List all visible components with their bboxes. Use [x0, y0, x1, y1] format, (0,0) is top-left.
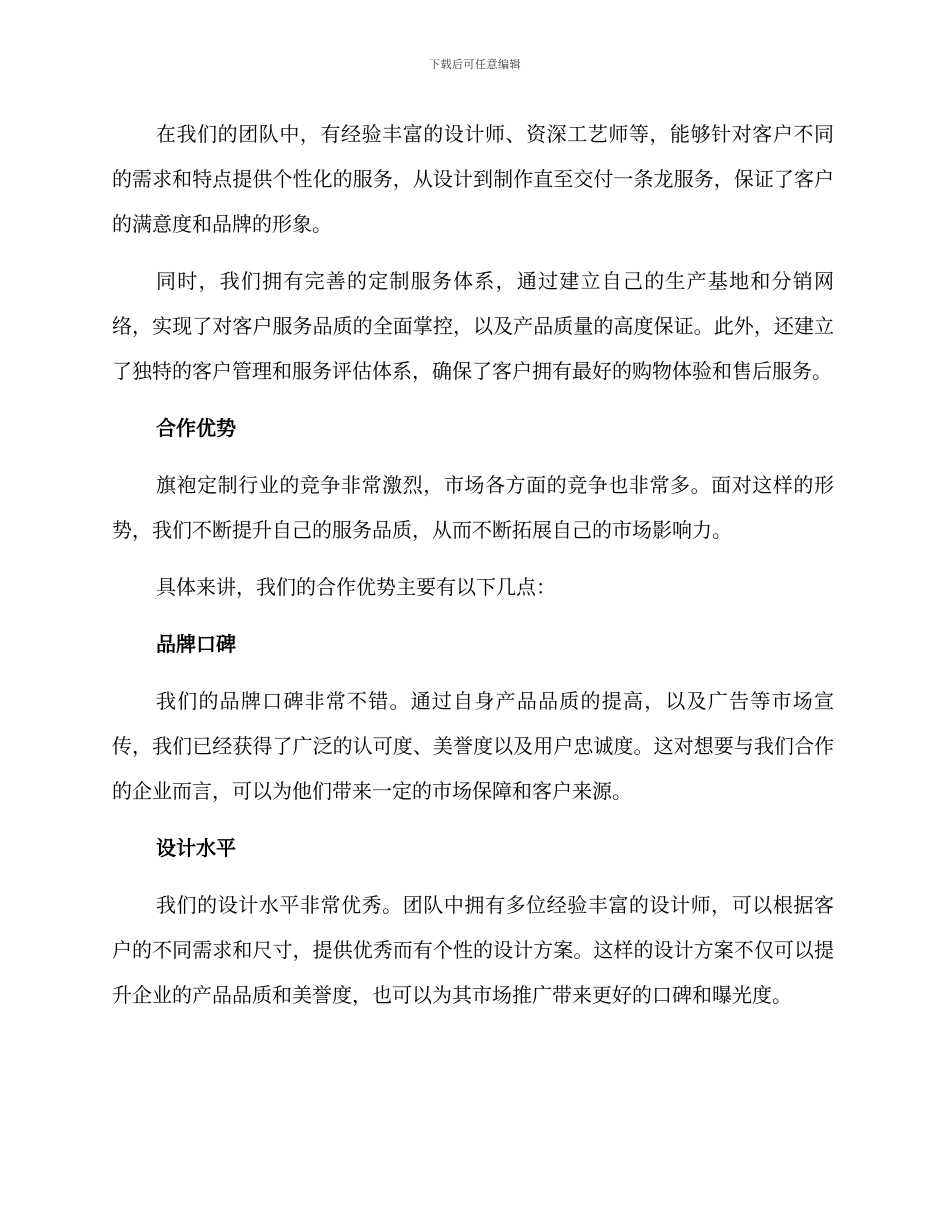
paragraph-design-level: 我们的设计水平非常优秀。团队中拥有多位经验丰富的设计师，可以根据客户的不同需求和尺寸，提供优秀而有个性的设计方案。这样的设计方案不仅可以提升企业的产品品质和美誉度，也可以为其市场推广带来更好的口碑和曝光度。: [112, 893, 834, 1007]
heading-brand-reputation: 品牌口碑: [156, 632, 236, 656]
paragraph-team: 在我们的团队中，有经验丰富的设计师、资深工艺师等，能够针对客户不同的需求和特点提供个性化的服务，从设计到制作直至交付一条龙服务，保证了客户的满意度和品牌的形象。: [112, 122, 834, 236]
heading-design-level: 设计水平: [156, 836, 236, 860]
heading-cooperation-advantages: 合作优势: [156, 416, 236, 440]
document-body: [112, 112, 834, 1030]
paragraph-advantages-intro: 具体来讲，我们的合作优势主要有以下几点：: [156, 575, 556, 599]
paragraph-competition: 旗袍定制行业的竞争非常激烈，市场各方面的竞争也非常多。面对这样的形势，我们不断提升自己的服务品质，从而不断拓展自己的市场影响力。: [112, 473, 834, 542]
header-note: 下载后可任意编辑: [429, 58, 521, 71]
paragraph-brand-reputation: 我们的品牌口碑非常不错。通过自身产品品质的提高，以及广告等市场宣传，我们已经获得了广泛的认可度、美誉度以及用户忠诚度。这对想要与我们合作的企业而言，可以为他们带来一定的市场保障和客户来源。: [112, 689, 834, 803]
paragraph-service-system: 同时，我们拥有完善的定制服务体系，通过建立自己的生产基地和分销网络，实现了对客户服务品质的全面掌控，以及产品质量的高度保证。此外，还建立了独特的客户管理和服务评估体系，确保了客户拥有最好的购物体验和售后服务。: [112, 269, 834, 383]
